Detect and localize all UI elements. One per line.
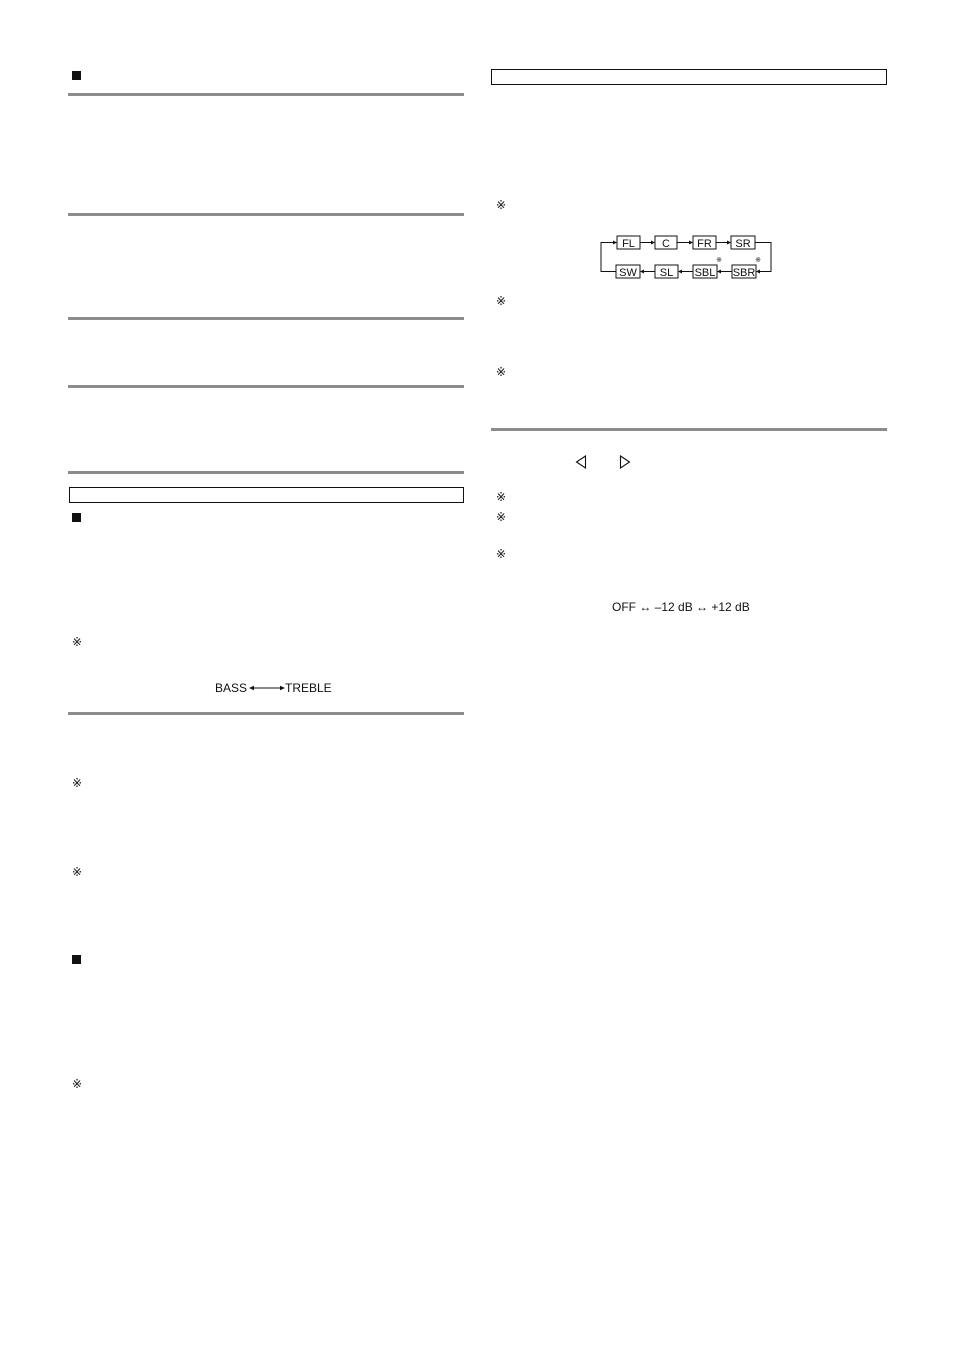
level-options-text: OFF ↔ –12 dB ↔ +12 dB xyxy=(612,600,750,614)
channel-label: C xyxy=(662,238,670,250)
treble-label: TREBLE xyxy=(285,681,332,695)
section-divider xyxy=(491,428,887,431)
note-mark: ※ xyxy=(496,510,507,524)
channel-label: SBL xyxy=(694,267,716,279)
double-arrow-icon xyxy=(249,685,285,691)
channel-label: SR xyxy=(735,238,751,250)
bass-label: BASS xyxy=(215,681,248,695)
note-mark-small: ※ xyxy=(716,257,722,264)
triangle-right-outline-icon xyxy=(619,455,631,469)
section-divider xyxy=(68,213,464,216)
section-divider xyxy=(68,93,464,96)
note-mark: ※ xyxy=(496,198,507,212)
channel-label: FR xyxy=(697,238,712,250)
note-mark-small: ※ xyxy=(755,257,761,264)
section-divider xyxy=(68,471,464,474)
section-marker-square xyxy=(72,71,81,80)
note-mark: ※ xyxy=(72,865,83,879)
channel-sequence-diagram xyxy=(598,233,774,281)
triangle-left-outline-icon xyxy=(575,455,587,469)
section-header-box xyxy=(69,487,464,503)
section-header-box xyxy=(491,69,887,85)
channel-label: SL xyxy=(659,267,674,279)
note-mark: ※ xyxy=(496,547,507,561)
section-marker-square xyxy=(72,955,81,964)
channel-label: FL xyxy=(622,238,635,250)
note-mark: ※ xyxy=(72,1077,83,1091)
channel-label: SW xyxy=(619,267,637,279)
bass-treble-diagram xyxy=(215,680,365,696)
section-divider xyxy=(68,317,464,320)
note-mark: ※ xyxy=(72,635,83,649)
note-mark: ※ xyxy=(496,490,507,504)
note-mark: ※ xyxy=(496,294,507,308)
note-mark: ※ xyxy=(496,365,507,379)
section-divider xyxy=(68,385,464,388)
section-marker-square xyxy=(72,513,81,522)
channel-label: SBR xyxy=(732,267,756,279)
section-divider xyxy=(68,712,464,715)
note-mark: ※ xyxy=(72,776,83,790)
